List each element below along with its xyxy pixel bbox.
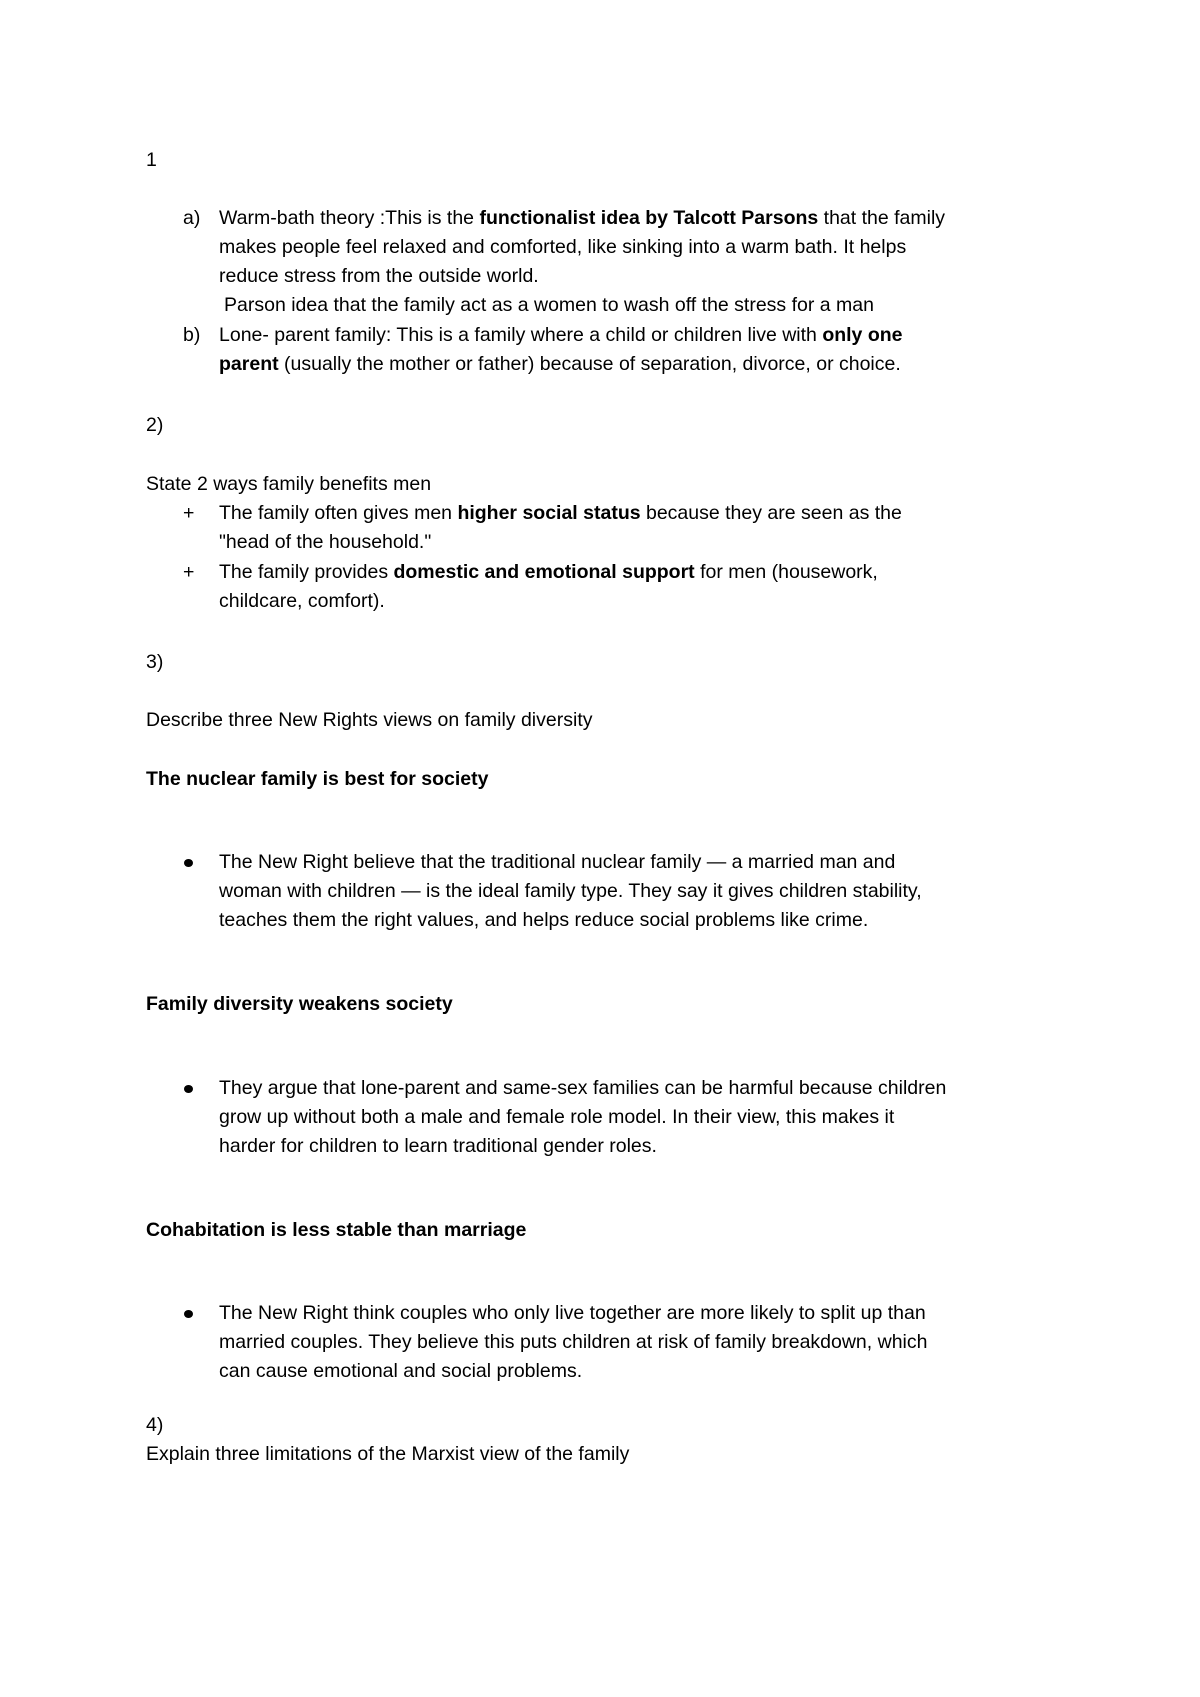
question-2-number: 2) bbox=[146, 414, 164, 436]
q3-section-3-heading: Cohabitation is less stable than marriage bbox=[146, 1219, 527, 1241]
question-4-number: 4) bbox=[146, 1414, 164, 1436]
q2-item-1-line-1: The family often gives men higher social status because they are seen as the bbox=[219, 502, 902, 524]
q1-a-line-3: reduce stress from the outside world. bbox=[219, 265, 539, 287]
q3-section-1-heading: The nuclear family is best for society bbox=[146, 768, 489, 790]
question-2-prompt: State 2 ways family benefits men bbox=[146, 473, 432, 495]
q3-section-3-line-1: The New Right think couples who only live together are more likely to split up than bbox=[219, 1302, 926, 1324]
q3-section-2-heading: Family diversity weakens society bbox=[146, 993, 453, 1015]
q1-b-line-2: parent (usually the mother or father) because of separation, divorce, or choice. bbox=[219, 353, 901, 375]
question-3-prompt: Describe three New Rights views on family diversity bbox=[146, 709, 593, 731]
q2-item-2-line-2: childcare, comfort). bbox=[219, 590, 385, 612]
q2-item-2-line-1: The family provides domestic and emotional support for men (housework, bbox=[219, 561, 878, 583]
q1-a-line-4: Parson idea that the family act as a women to wash off the stress for a man bbox=[224, 294, 874, 316]
question-1-number: 1 bbox=[146, 149, 157, 171]
q3-section-3-line-3: can cause emotional and social problems. bbox=[219, 1360, 583, 1382]
q1-a-line-2: makes people feel relaxed and comforted, like sinking into a warm bath. It helps bbox=[219, 236, 907, 258]
q1-a-marker: a) bbox=[183, 207, 201, 229]
bullet-dot-icon bbox=[184, 1310, 193, 1318]
q3-section-2-line-2: grow up without both a male and female role model. In their view, this makes it bbox=[219, 1106, 895, 1128]
question-3-number: 3) bbox=[146, 651, 164, 673]
question-4-prompt: Explain three limitations of the Marxist view of the family bbox=[146, 1443, 630, 1465]
q2-item-1-line-2: "head of the household." bbox=[219, 531, 432, 553]
q3-section-2-line-1: They argue that lone-parent and same-sex families can be harmful because children bbox=[219, 1077, 947, 1099]
bullet-dot-icon bbox=[184, 1085, 193, 1093]
q2-item-1-marker: + bbox=[183, 502, 195, 524]
q2-item-2-marker: + bbox=[183, 561, 195, 583]
q3-section-3-line-2: married couples. They believe this puts children at risk of family breakdown, which bbox=[219, 1331, 928, 1353]
bullet-dot-icon bbox=[184, 859, 193, 867]
q1-b-line-1: Lone- parent family: This is a family where a child or children live with only one bbox=[219, 324, 903, 346]
q3-section-1-line-2: woman with children — is the ideal family type. They say it gives children stability, bbox=[219, 880, 922, 902]
q3-section-1-line-1: The New Right believe that the traditional nuclear family — a married man and bbox=[219, 851, 896, 873]
q1-a-line-1: Warm-bath theory :This is the functionalist idea by Talcott Parsons that the family bbox=[219, 207, 946, 229]
q3-section-2-line-3: harder for children to learn traditional gender roles. bbox=[219, 1135, 657, 1157]
q3-section-1-line-3: teaches them the right values, and helps reduce social problems like crime. bbox=[219, 909, 869, 931]
q1-b-marker: b) bbox=[183, 324, 201, 346]
